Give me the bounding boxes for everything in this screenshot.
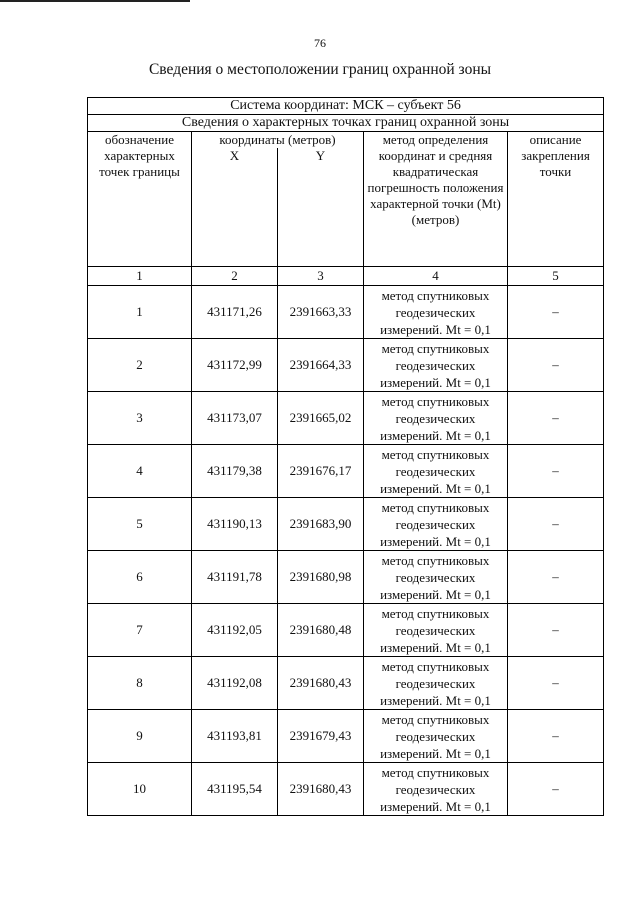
point-number-cell: 10 — [88, 763, 192, 816]
point-number-cell: 6 — [88, 551, 192, 604]
description-cell: – — [508, 339, 604, 392]
description-cell: – — [508, 604, 604, 657]
method-cell: метод спутниковых геодезических измерений. Mt = 0,1 — [364, 763, 508, 816]
table-row — [88, 551, 604, 604]
system-row — [88, 98, 604, 115]
coordinate-x-cell: 431171,26 — [192, 286, 278, 339]
point-number-cell: 9 — [88, 710, 192, 763]
top-rule — [0, 0, 190, 2]
coordinate-y-cell: 2391680,98 — [278, 551, 364, 604]
method-cell: метод спутниковых геодезических измерений. Mt = 0,1 — [364, 551, 508, 604]
table-row — [88, 445, 604, 498]
column-number: 1 — [88, 267, 192, 286]
column-number: 5 — [508, 267, 604, 286]
method-cell: метод спутниковых геодезических измерений. Mt = 0,1 — [364, 657, 508, 710]
table-row — [88, 657, 604, 710]
method-cell: метод спутниковых геодезических измерений. Mt = 0,1 — [364, 710, 508, 763]
header-description: описание закрепления точки — [508, 132, 604, 267]
coordinate-y-cell: 2391680,48 — [278, 604, 364, 657]
coordinate-x-cell: 431190,13 — [192, 498, 278, 551]
column-number: 2 — [192, 267, 278, 286]
column-number-row — [88, 267, 604, 286]
column-number: 4 — [364, 267, 508, 286]
coordinate-y-cell: 2391679,43 — [278, 710, 364, 763]
header-method: метод определения координат и средняя квадратическая погрешность положения характерной точки (Mt) (метров) — [364, 132, 508, 267]
point-number-cell: 8 — [88, 657, 192, 710]
table-subtitle: Сведения о характерных точках границ охранной зоны — [88, 115, 604, 132]
table-row — [88, 604, 604, 657]
table-row — [88, 339, 604, 392]
point-number-cell: 2 — [88, 339, 192, 392]
method-cell: метод спутниковых геодезических измерений. Mt = 0,1 — [364, 286, 508, 339]
header-coordinates: координаты (метров) — [192, 132, 364, 149]
table-row — [88, 498, 604, 551]
coordinate-system-header: Система координат: МСК – субъект 56 — [88, 98, 604, 115]
coordinate-x-cell: 431193,81 — [192, 710, 278, 763]
document-title: Сведения о местоположении границ охранной зоны — [148, 61, 492, 78]
page-number: 76 — [314, 36, 326, 50]
coordinate-x-cell: 431192,08 — [192, 657, 278, 710]
coordinate-y-cell: 2391663,33 — [278, 286, 364, 339]
coordinate-y-cell: 2391680,43 — [278, 657, 364, 710]
method-cell: метод спутниковых геодезических измерений. Mt = 0,1 — [364, 604, 508, 657]
point-number-cell: 3 — [88, 392, 192, 445]
coordinate-x-cell: 431191,78 — [192, 551, 278, 604]
description-cell: – — [508, 392, 604, 445]
header-x: X — [192, 148, 278, 267]
description-cell: – — [508, 657, 604, 710]
header-y: Y — [278, 148, 364, 267]
coordinate-y-cell: 2391683,90 — [278, 498, 364, 551]
point-number-cell: 5 — [88, 498, 192, 551]
table-row — [88, 710, 604, 763]
coordinate-x-cell: 431173,07 — [192, 392, 278, 445]
description-cell: – — [508, 551, 604, 604]
column-number: 3 — [278, 267, 364, 286]
method-cell: метод спутниковых геодезических измерений. Mt = 0,1 — [364, 498, 508, 551]
coordinate-x-cell: 431192,05 — [192, 604, 278, 657]
description-cell: – — [508, 286, 604, 339]
coordinate-y-cell: 2391676,17 — [278, 445, 364, 498]
coordinate-x-cell: 431179,38 — [192, 445, 278, 498]
point-number-cell: 1 — [88, 286, 192, 339]
description-cell: – — [508, 710, 604, 763]
coordinate-x-cell: 431195,54 — [192, 763, 278, 816]
method-cell: метод спутниковых геодезических измерений. Mt = 0,1 — [364, 392, 508, 445]
header-point: обозначение характерных точек границы — [88, 132, 192, 267]
coordinate-x-cell: 431172,99 — [192, 339, 278, 392]
table-row — [88, 392, 604, 445]
coordinates-table — [87, 97, 604, 816]
point-number-cell: 7 — [88, 604, 192, 657]
table-row — [88, 286, 604, 339]
method-cell: метод спутниковых геодезических измерений. Mt = 0,1 — [364, 445, 508, 498]
description-cell: – — [508, 498, 604, 551]
description-cell: – — [508, 445, 604, 498]
header-row-1 — [88, 132, 604, 149]
coordinate-y-cell: 2391664,33 — [278, 339, 364, 392]
coordinate-y-cell: 2391665,02 — [278, 392, 364, 445]
subtitle-row — [88, 115, 604, 132]
coordinate-y-cell: 2391680,43 — [278, 763, 364, 816]
point-number-cell: 4 — [88, 445, 192, 498]
method-cell: метод спутниковых геодезических измерений. Mt = 0,1 — [364, 339, 508, 392]
table-row — [88, 763, 604, 816]
description-cell: – — [508, 763, 604, 816]
